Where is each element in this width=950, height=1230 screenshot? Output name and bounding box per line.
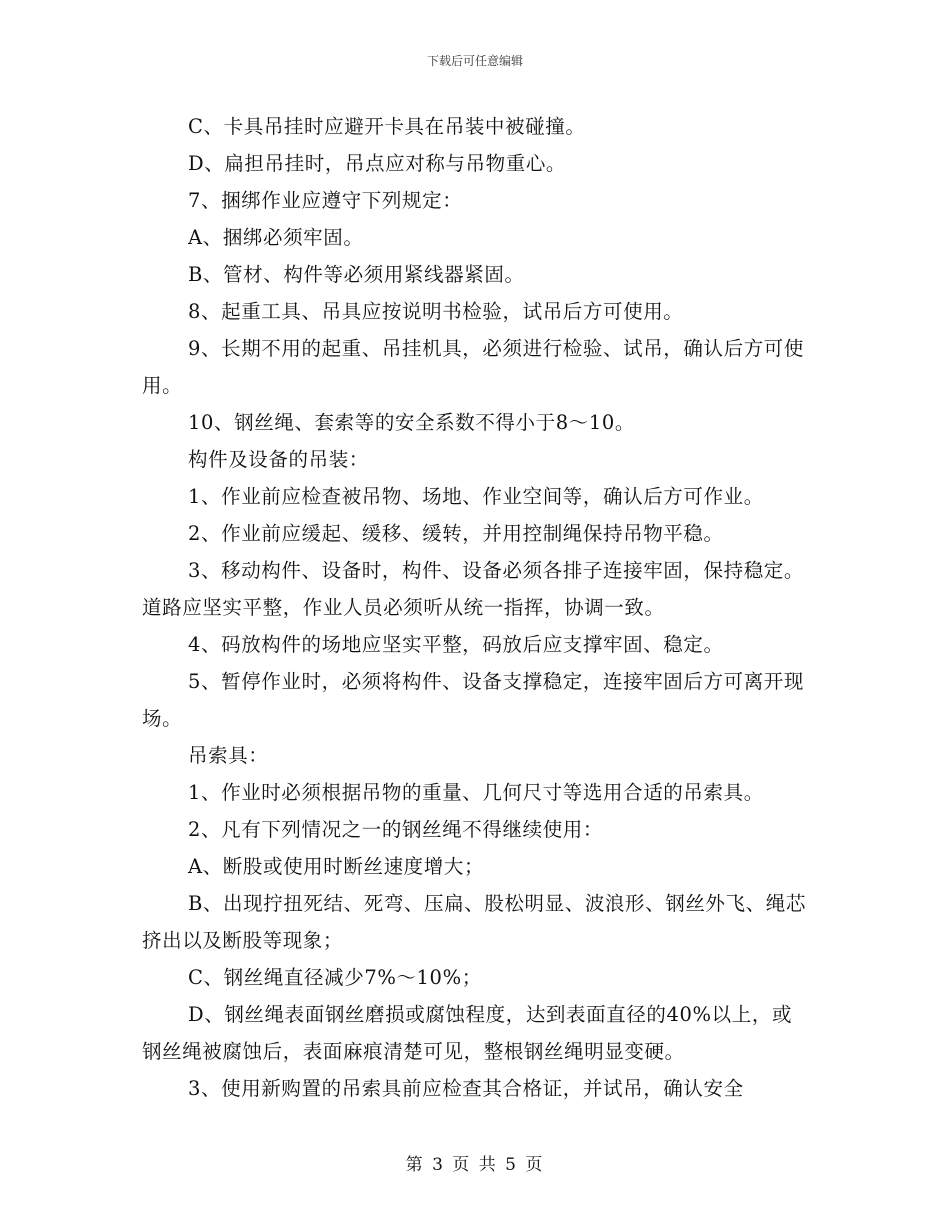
paragraph: B、出现拧扭死结、死弯、压扁、股松明显、波浪形、钢丝外飞、绳芯挤出以及断股等现象； [142, 892, 806, 952]
page-header: 下载后可任意编辑 [426, 54, 523, 68]
paragraph: 4、码放构件的场地应坚实平整，码放后应支撑牢固、稳定。 [188, 633, 724, 656]
paragraph: 1、作业时必须根据吊物的重量、几何尺寸等选用合适的吊索具。 [188, 781, 764, 804]
paragraph: 2、凡有下列情况之一的钢丝绳不得继续使用： [188, 818, 604, 841]
paragraph: 10、钢丝绳、套索等的安全系数不得小于8～10。 [188, 411, 635, 434]
paragraph: A、断股或使用时断丝速度增大； [188, 855, 485, 878]
paragraph: D、扁担吊挂时，吊点应对称与吊物重心。 [188, 152, 567, 175]
paragraph: 3、移动构件、设备时，构件、设备必须各排子连接牢固，保持稳定。道路应坚实平整，作业人员必须听从统一指挥，协调一致。 [142, 559, 805, 619]
section-heading: 构件及设备的吊装： [188, 448, 369, 471]
paragraph: 8、起重工具、吊具应按说明书检验，试吊后方可使用。 [188, 300, 684, 323]
paragraph: C、钢丝绳直径减少7%～10%； [188, 966, 482, 989]
paragraph: 5、暂停作业时，必须将构件、设备支撑稳定，连接牢固后方可离开现场。 [142, 670, 805, 730]
paragraph: A、捆绑必须牢固。 [188, 226, 364, 249]
paragraph: 7、捆绑作业应遵守下列规定： [188, 189, 463, 212]
paragraph: C、卡具吊挂时应避开卡具在吊装中被碰撞。 [188, 115, 586, 138]
paragraph: 1、作业前应检查被吊物、场地、作业空间等，确认后方可作业。 [188, 485, 764, 508]
paragraph: B、管材、构件等必须用紧线器紧固。 [188, 263, 525, 286]
paragraph: D、钢丝绳表面钢丝磨损或腐蚀程度，达到表面直径的40%以上，或钢丝绳被腐蚀后，表面麻痕清楚可见，整根钢丝绳明显变硬。 [142, 1003, 793, 1063]
paragraph: 3、使用新购置的吊索具前应检查其合格证，并试吊，确认安全 [188, 1077, 744, 1100]
document-body [142, 108, 812, 1107]
section-heading: 吊索具： [188, 744, 269, 767]
paragraph: 2、作业前应缓起、缓移、缓转，并用控制绳保持吊物平稳。 [188, 522, 724, 545]
page-footer: 第 3 页 共 5 页 [405, 1155, 545, 1175]
paragraph: 9、长期不用的起重、吊挂机具，必须进行检验、试吊，确认后方可使用。 [142, 337, 805, 397]
